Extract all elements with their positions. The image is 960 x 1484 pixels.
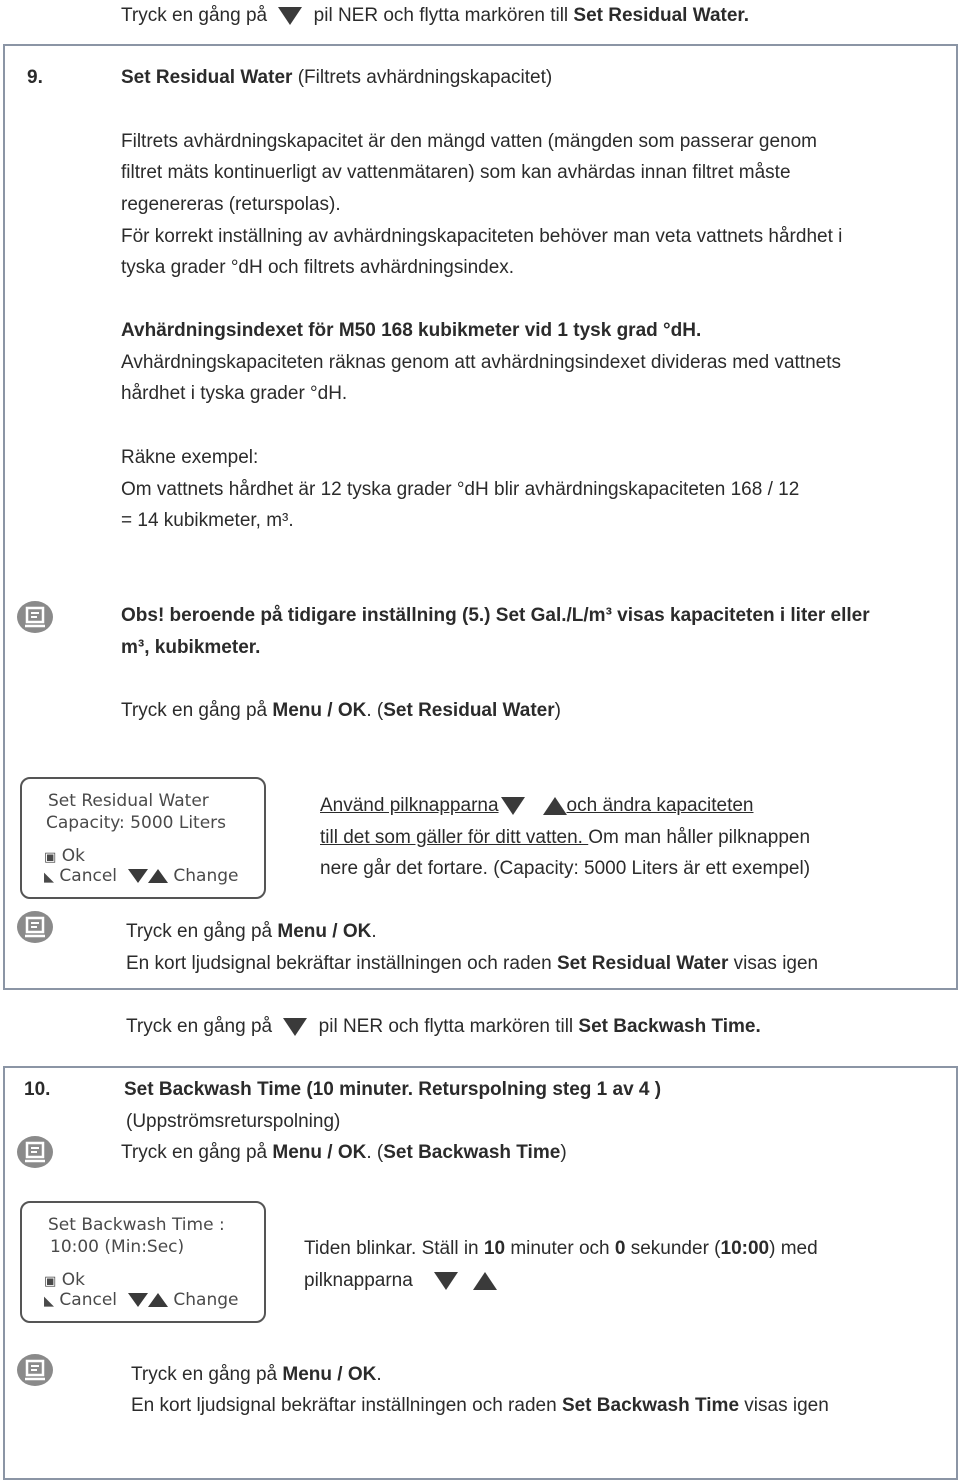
section-10-number: 10.	[24, 1079, 51, 1100]
arrow-down-icon	[278, 7, 302, 25]
section-10-subtitle: (Uppströmsreturspolning)	[126, 1111, 341, 1132]
section-9-title: Set Residual Water (Filtrets avhärdningskapacitet)	[121, 67, 553, 88]
lcd-line-1: Set Residual Water	[48, 791, 209, 811]
arrow-down-icon	[128, 1293, 148, 1307]
ok-icon: ▣	[44, 850, 57, 865]
arrow-down-icon	[434, 1272, 458, 1290]
beep-confirmation: En kort ljudsignal bekräftar inställningen och raden Set Residual Water visas igen	[126, 953, 819, 974]
example-label: Räkne exempel:	[121, 447, 259, 468]
arrow-down-icon	[283, 1018, 307, 1036]
arrow-up-icon	[148, 1293, 168, 1307]
blink-instruction: pilknapparna	[304, 1270, 497, 1292]
cancel-icon: ◣	[44, 1294, 54, 1309]
lcd-line-2: 10:00 (Min:Sec)	[50, 1237, 185, 1257]
paragraph-line: filtret mäts kontinuerligt av vattenmätaren) som kan avhärdas innan filtret måste	[121, 162, 791, 183]
note-icon	[16, 600, 54, 634]
section-9-number: 9.	[27, 67, 43, 88]
lcd-change: Change	[128, 866, 239, 886]
lcd-ok: ▣ Ok	[44, 1270, 85, 1290]
confirm-instruction: Tryck en gång på Menu / OK.	[131, 1364, 382, 1385]
paragraph-line: tyska grader °dH och filtrets avhärdningsindex.	[121, 257, 515, 278]
example-line: = 14 kubikmeter, m³.	[121, 510, 294, 531]
usage-line: nere går det fortare. (Capacity: 5000 Liters är ett exempel)	[320, 858, 811, 879]
arrow-down-icon	[128, 869, 148, 883]
note-icon	[16, 910, 54, 944]
note-icon	[16, 1353, 54, 1387]
lcd-cancel: ◣ Cancel	[44, 1290, 117, 1310]
paragraph-line: Filtrets avhärdningskapacitet är den mängd vatten (mängden som passerar genom	[121, 131, 817, 152]
example-line: Om vattnets hårdhet är 12 tyska grader °dH blir avhärdningskapaciteten 168 / 12	[121, 479, 800, 500]
usage-line: till det som gäller för ditt vatten. Om man håller pilknappen	[320, 827, 811, 848]
arrow-up-icon	[543, 797, 567, 815]
press-instruction: Tryck en gång på Menu / OK. (Set Residual Water)	[121, 700, 561, 721]
paragraph-line: regenereras (returspolas).	[121, 194, 341, 215]
obs-note: m³, kubikmeter.	[121, 637, 261, 658]
press-instruction: Tryck en gång på Menu / OK. (Set Backwash Time)	[121, 1142, 567, 1163]
transition-line: Tryck en gång på pil NER och flytta markören till Set Backwash Time.	[126, 1016, 761, 1037]
blink-instruction: Tiden blinkar. Ställ in 10 minuter och 0 sekunder (10:00) med	[304, 1238, 818, 1259]
paragraph-line: För korrekt inställning av avhärdningskapaciteten behöver man veta vattnets hårdhet i	[121, 226, 843, 247]
section-10-title: Set Backwash Time (10 minuter. Returspolning steg 1 av 4 )	[124, 1079, 662, 1100]
ok-icon: ▣	[44, 1274, 57, 1289]
obs-note: Obs! beroende på tidigare inställning (5.) Set Gal./L/m³ visas kapaciteten i liter eller	[121, 605, 870, 626]
paragraph-line: Avhärdningskapaciteten räknas genom att avhärdningsindexet divideras med vattnets	[121, 352, 841, 373]
usage-line: Använd pilknapparna och ändra kapaciteten	[320, 795, 754, 816]
lcd-line-1: Set Backwash Time :	[48, 1215, 225, 1235]
lcd-ok: ▣ Ok	[44, 846, 85, 866]
confirm-instruction: Tryck en gång på Menu / OK.	[126, 921, 377, 942]
paragraph-line: hårdhet i tyska grader °dH.	[121, 383, 348, 404]
index-statement: Avhärdningsindexet för M50 168 kubikmeter vid 1 tysk grad °dH.	[121, 320, 702, 341]
arrow-up-icon	[148, 869, 168, 883]
lcd-cancel: ◣ Cancel	[44, 866, 117, 886]
lcd-change: Change	[128, 1290, 239, 1310]
beep-confirmation: En kort ljudsignal bekräftar inställningen och raden Set Backwash Time visas igen	[131, 1395, 829, 1416]
lcd-line-2: Capacity: 5000 Liters	[46, 813, 227, 833]
arrow-up-icon	[473, 1272, 497, 1290]
note-icon	[16, 1135, 54, 1169]
intro-line: Tryck en gång på pil NER och flytta markören till Set Residual Water.	[121, 5, 750, 26]
cancel-icon: ◣	[44, 870, 54, 885]
arrow-down-icon	[501, 797, 525, 815]
